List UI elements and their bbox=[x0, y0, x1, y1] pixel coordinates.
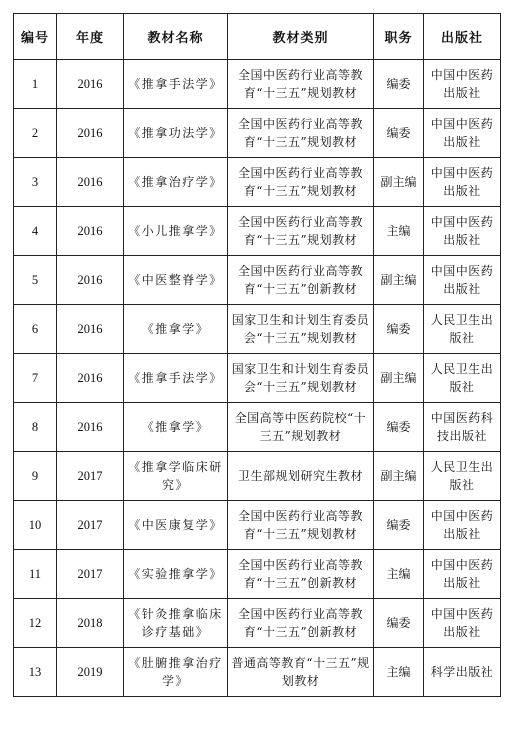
cell-category: 全国中医药行业高等教育“十三五”规划教材 bbox=[228, 158, 374, 207]
cell-no: 1 bbox=[14, 60, 57, 109]
table-header-row bbox=[14, 14, 501, 60]
cell-role: 主编 bbox=[374, 207, 424, 256]
table-row bbox=[14, 60, 501, 109]
cell-publisher: 科学出版社 bbox=[424, 648, 501, 697]
cell-year: 2016 bbox=[57, 60, 124, 109]
cell-name: 《推拿学》 bbox=[124, 403, 228, 452]
cell-publisher: 人民卫生出版社 bbox=[424, 452, 501, 501]
cell-no: 6 bbox=[14, 305, 57, 354]
table-row bbox=[14, 354, 501, 403]
cell-category: 国家卫生和计划生育委员会“十三五”规划教材 bbox=[228, 305, 374, 354]
table-row bbox=[14, 305, 501, 354]
cell-role: 主编 bbox=[374, 550, 424, 599]
cell-publisher: 中国中医药出版社 bbox=[424, 599, 501, 648]
cell-category: 普通高等教育“十三五”规划教材 bbox=[228, 648, 374, 697]
header-no: 编号 bbox=[14, 14, 57, 60]
cell-no: 11 bbox=[14, 550, 57, 599]
cell-publisher: 中国中医药出版社 bbox=[424, 501, 501, 550]
cell-role: 编委 bbox=[374, 403, 424, 452]
cell-role: 编委 bbox=[374, 109, 424, 158]
table-row bbox=[14, 158, 501, 207]
cell-no: 7 bbox=[14, 354, 57, 403]
cell-no: 4 bbox=[14, 207, 57, 256]
cell-name: 《推拿治疗学》 bbox=[124, 158, 228, 207]
cell-role: 编委 bbox=[374, 501, 424, 550]
table-row bbox=[14, 599, 501, 648]
cell-publisher: 中国中医药出版社 bbox=[424, 158, 501, 207]
cell-publisher: 中国中医药出版社 bbox=[424, 109, 501, 158]
cell-year: 2017 bbox=[57, 550, 124, 599]
cell-year: 2018 bbox=[57, 599, 124, 648]
cell-category: 全国中医药行业高等教育“十三五”规划教材 bbox=[228, 109, 374, 158]
cell-category: 全国中医药行业高等教育“十三五”规划教材 bbox=[228, 60, 374, 109]
cell-publisher: 中国中医药出版社 bbox=[424, 60, 501, 109]
cell-no: 10 bbox=[14, 501, 57, 550]
cell-publisher: 中国中医药出版社 bbox=[424, 207, 501, 256]
cell-no: 12 bbox=[14, 599, 57, 648]
cell-no: 8 bbox=[14, 403, 57, 452]
cell-role: 副主编 bbox=[374, 354, 424, 403]
cell-name: 《针灸推拿临床诊疗基础》 bbox=[124, 599, 228, 648]
table-row bbox=[14, 648, 501, 697]
cell-role: 副主编 bbox=[374, 452, 424, 501]
cell-name: 《推拿手法学》 bbox=[124, 60, 228, 109]
table-row bbox=[14, 256, 501, 305]
cell-name: 《实验推拿学》 bbox=[124, 550, 228, 599]
textbook-table bbox=[13, 13, 501, 697]
cell-no: 9 bbox=[14, 452, 57, 501]
cell-no: 5 bbox=[14, 256, 57, 305]
cell-publisher: 中国中医药出版社 bbox=[424, 256, 501, 305]
cell-role: 副主编 bbox=[374, 256, 424, 305]
table-row bbox=[14, 109, 501, 158]
cell-category: 卫生部规划研究生教材 bbox=[228, 452, 374, 501]
cell-name: 《肚腑推拿治疗学》 bbox=[124, 648, 228, 697]
cell-category: 全国中医药行业高等教育“十三五”规划教材 bbox=[228, 207, 374, 256]
cell-year: 2017 bbox=[57, 501, 124, 550]
cell-name: 《中医整脊学》 bbox=[124, 256, 228, 305]
cell-name: 《推拿手法学》 bbox=[124, 354, 228, 403]
cell-category: 全国高等中医药院校“十三五”规划教材 bbox=[228, 403, 374, 452]
cell-year: 2016 bbox=[57, 403, 124, 452]
header-category: 教材类别 bbox=[228, 14, 374, 60]
cell-role: 主编 bbox=[374, 648, 424, 697]
cell-year: 2019 bbox=[57, 648, 124, 697]
cell-role: 编委 bbox=[374, 60, 424, 109]
cell-year: 2016 bbox=[57, 354, 124, 403]
cell-category: 全国中医药行业高等教育“十三五”创新教材 bbox=[228, 256, 374, 305]
cell-no: 3 bbox=[14, 158, 57, 207]
cell-category: 全国中医药行业高等教育“十三五”创新教材 bbox=[228, 550, 374, 599]
cell-year: 2016 bbox=[57, 158, 124, 207]
cell-role: 副主编 bbox=[374, 158, 424, 207]
cell-category: 全国中医药行业高等教育“十三五”规划教材 bbox=[228, 501, 374, 550]
table-row bbox=[14, 501, 501, 550]
table-row bbox=[14, 403, 501, 452]
cell-name: 《小儿推拿学》 bbox=[124, 207, 228, 256]
cell-name: 《推拿学临床研究》 bbox=[124, 452, 228, 501]
cell-publisher: 人民卫生出版社 bbox=[424, 354, 501, 403]
cell-no: 2 bbox=[14, 109, 57, 158]
cell-publisher: 人民卫生出版社 bbox=[424, 305, 501, 354]
cell-publisher: 中国中医药出版社 bbox=[424, 550, 501, 599]
cell-category: 国家卫生和计划生育委员会“十三五”规划教材 bbox=[228, 354, 374, 403]
cell-role: 编委 bbox=[374, 305, 424, 354]
cell-name: 《推拿学》 bbox=[124, 305, 228, 354]
cell-year: 2016 bbox=[57, 305, 124, 354]
cell-no: 13 bbox=[14, 648, 57, 697]
table-row bbox=[14, 452, 501, 501]
header-name: 教材名称 bbox=[124, 14, 228, 60]
cell-year: 2016 bbox=[57, 109, 124, 158]
header-publisher: 出版社 bbox=[424, 14, 501, 60]
cell-year: 2016 bbox=[57, 207, 124, 256]
table-body bbox=[14, 60, 501, 697]
cell-year: 2017 bbox=[57, 452, 124, 501]
cell-category: 全国中医药行业高等教育“十三五”创新教材 bbox=[228, 599, 374, 648]
textbook-table-container bbox=[13, 13, 501, 697]
cell-publisher: 中国医药科技出版社 bbox=[424, 403, 501, 452]
header-role: 职务 bbox=[374, 14, 424, 60]
table-row bbox=[14, 207, 501, 256]
table-row bbox=[14, 550, 501, 599]
header-year: 年度 bbox=[57, 14, 124, 60]
cell-name: 《推拿功法学》 bbox=[124, 109, 228, 158]
cell-name: 《中医康复学》 bbox=[124, 501, 228, 550]
cell-role: 编委 bbox=[374, 599, 424, 648]
cell-year: 2016 bbox=[57, 256, 124, 305]
